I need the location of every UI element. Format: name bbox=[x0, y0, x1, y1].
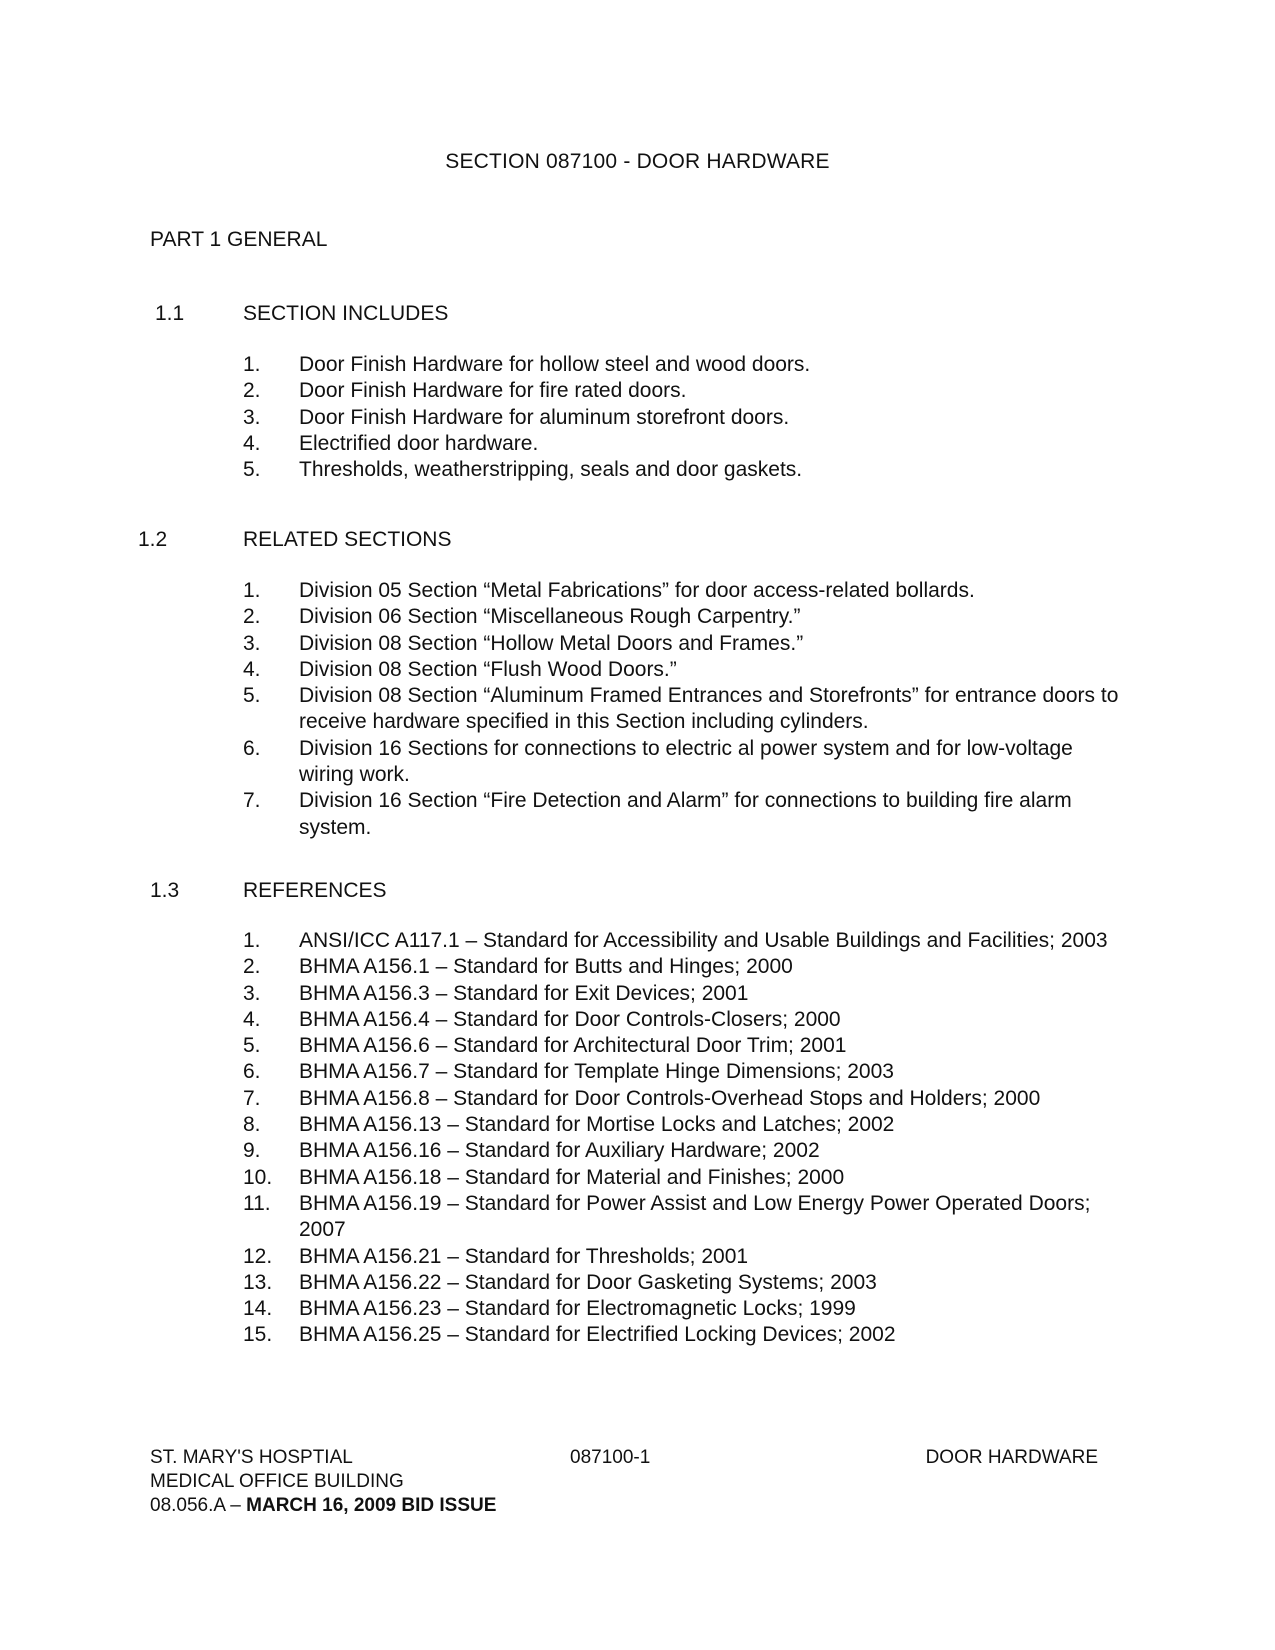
list-item: 1. Door Finish Hardware for hollow steel and wood doors. bbox=[243, 353, 811, 376]
list-item: 3. BHMA A156.3 – Standard for Exit Devices; 2001 bbox=[243, 981, 749, 1005]
list-item: 4. Electrified door hardware. bbox=[243, 431, 539, 455]
list-item: 6. BHMA A156.7 – Standard for Template Hinge Dimensions; 2003 bbox=[243, 1060, 894, 1084]
footer-project-number: 08.056.A – bbox=[150, 1495, 247, 1516]
list-item: 3. Door Finish Hardware for aluminum storefront doors. bbox=[243, 405, 790, 429]
footer-building-name: MEDICAL OFFICE BUILDING bbox=[150, 1471, 404, 1492]
list-item: 11. BHMA A156.19 – Standard for Power Assist and Low Energy Power Operated Doors; 2007 bbox=[243, 1191, 1091, 1242]
section-includes-list bbox=[243, 352, 1123, 483]
section-number-1-1: 1.1 bbox=[155, 302, 185, 325]
footer-page-number: 087100-1 bbox=[570, 1447, 651, 1468]
list-item: 2. BHMA A156.1 – Standard for Butts and Hinges; 2000 bbox=[243, 955, 793, 979]
list-item: 14. BHMA A156.23 – Standard for Electromagnetic Locks; 1999 bbox=[243, 1297, 856, 1321]
list-item: 1. ANSI/ICC A117.1 – Standard for Accessibility and Usable Buildings and Facilities; 2003 bbox=[243, 929, 1108, 952]
section-number-1-3: 1.3 bbox=[150, 879, 180, 902]
section-heading-includes: SECTION INCLUDES bbox=[243, 302, 449, 325]
footer-project-name: ST. MARY'S HOSPTIAL bbox=[150, 1447, 353, 1468]
section-heading-related: RELATED SECTIONS bbox=[243, 528, 452, 551]
list-item: 4. BHMA A156.4 – Standard for Door Controls-Closers; 2000 bbox=[243, 1007, 841, 1031]
list-item: 8. BHMA A156.13 – Standard for Mortise Locks and Latches; 2002 bbox=[243, 1113, 895, 1137]
list-item: 7. Division 16 Section “Fire Detection and Alarm” for connections to building fire alarm system. bbox=[243, 789, 1072, 839]
section-number-1-2: 1.2 bbox=[138, 528, 168, 551]
list-item: 3. Division 08 Section “Hollow Metal Doors and Frames.” bbox=[243, 631, 804, 655]
part-heading: PART 1 GENERAL bbox=[150, 228, 328, 251]
list-item: 7. BHMA A156.8 – Standard for Door Controls-Overhead Stops and Holders; 2000 bbox=[243, 1086, 1041, 1110]
list-item: 1. Division 05 Section “Metal Fabrications” for door access-related bollards. bbox=[243, 579, 975, 602]
list-item: 2. Door Finish Hardware for fire rated doors. bbox=[243, 379, 687, 403]
list-item: 10. BHMA A156.18 – Standard for Material and Finishes; 2000 bbox=[243, 1165, 845, 1189]
list-item: 13. BHMA A156.22 – Standard for Door Gasketing Systems; 2003 bbox=[243, 1270, 877, 1294]
footer-section-name: DOOR HARDWARE bbox=[925, 1447, 1098, 1468]
list-item: 9. BHMA A156.16 – Standard for Auxiliary Hardware; 2002 bbox=[243, 1139, 820, 1163]
references-list bbox=[243, 928, 1123, 1349]
list-item: 6. Division 16 Sections for connections to electric al power system and for low-voltage wiring work. bbox=[243, 736, 1073, 787]
section-title: SECTION 087100 - DOOR HARDWARE bbox=[445, 150, 830, 173]
list-item: 5. Thresholds, weatherstripping, seals and door gaskets. bbox=[243, 458, 803, 482]
list-item: 2. Division 06 Section “Miscellaneous Rough Carpentry.” bbox=[243, 605, 801, 629]
footer-issue-date: MARCH 16, 2009 BID ISSUE bbox=[246, 1495, 497, 1516]
section-heading-references: REFERENCES bbox=[243, 879, 387, 902]
page-footer bbox=[150, 1446, 1098, 1518]
list-item: 15. BHMA A156.25 – Standard for Electrified Locking Devices; 2002 bbox=[243, 1323, 896, 1347]
list-item: 5. Division 08 Section “Aluminum Framed Entrances and Storefronts” for entrance doors to receive hardware specified in this Section including cylinders. bbox=[243, 684, 1119, 734]
related-sections-list bbox=[243, 578, 1123, 841]
list-item: 5. BHMA A156.6 – Standard for Architectural Door Trim; 2001 bbox=[243, 1034, 847, 1058]
list-item: 4. Division 08 Section “Flush Wood Doors.” bbox=[243, 657, 677, 681]
list-item: 12. BHMA A156.21 – Standard for Thresholds; 2001 bbox=[243, 1244, 749, 1268]
